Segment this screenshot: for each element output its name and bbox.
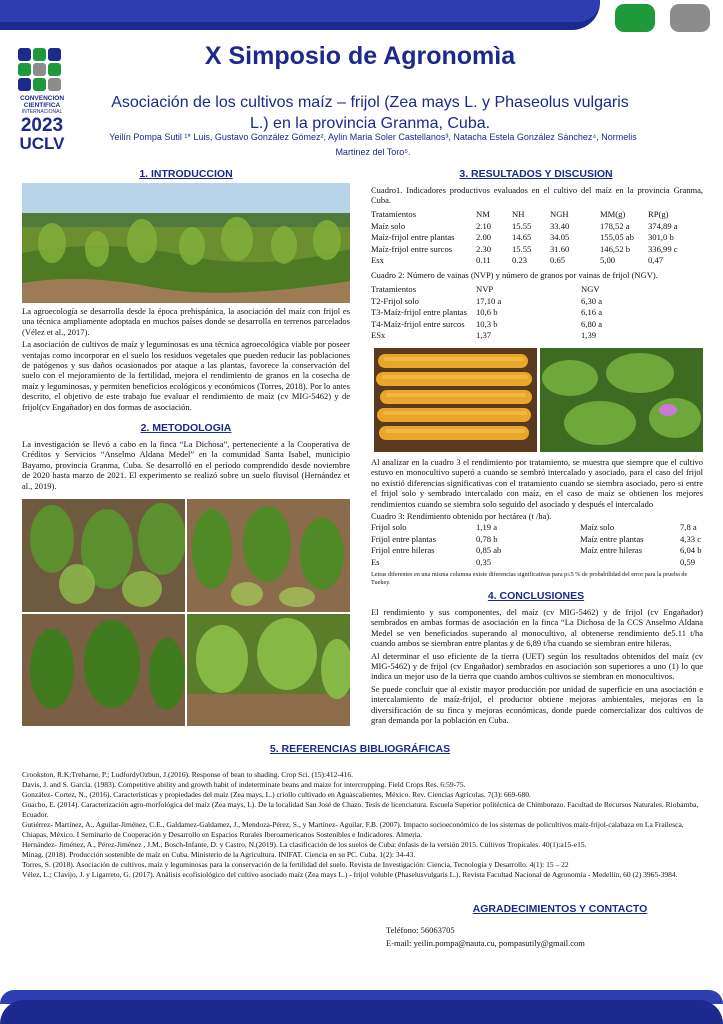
table-row: Esx 0.11 0.23 0.65 5,00 0,47: [371, 255, 664, 265]
method-heading: 2. METODOLOGIA: [140, 422, 232, 434]
list-item: Vélez, L.; Clavijo, J. y Ligarreto, G. (2017). Análisis ecofisiológico del cultivo asociado maíz (Zea mays L.) - frijol voluble (Phaselusvulgaris L.). Revista Facultad Nacional de Agronomía - Medellín, 60 (2) 3965-3984.: [22, 870, 678, 879]
list-item: Minag. (2018). Producción sostenible de maíz en Cuba. Ministerio de la Agricultura. INIFAT. Ciencia en su PC. Cuba. 1(2): 34-43.: [22, 850, 416, 859]
list-item: Hernández- Jiménez, A., Pérez-Jiménez , J.M., Bosch-Infante, D. y Castro, N.(2019). La clasificación de los suelos de Cuba: énfasis de la versión 2015. Cultivos Tropicales. 40(1):a15-e15.: [22, 840, 587, 849]
logo-org: UCLV: [19, 134, 65, 153]
list-item: Guacho, E. (2014). Caracterización agro-morfológica del maíz (Zea mays, L). De la localidad San José de Chazo. Tesis de licenciatura. Escuela Superior politécnica de Chimborazo. Facultad de Recursos Naturales. Riobamba, Ecuador.: [22, 800, 699, 819]
table3: [369, 522, 703, 568]
table-row: T2-Frijol solo 17,10 a 6,30 a: [371, 295, 603, 306]
table-header-row: Tratamientos NVP NGV: [371, 284, 600, 294]
corner-green-square: [615, 4, 655, 32]
poster-title: X Simposio de Agronomìa: [204, 42, 516, 70]
conclusions-paragraph-3: Se puede concluir que al existir mayor producción por unidad de superficie en una asociación e intercalamiento de maíz-frijol, el productor obtiene mejoras ambientales, mejoras en la diversificación de su finca y mejoras económicas, donde puede comercializar dos cultivos de gran demanda por la población en Cuba.: [371, 683, 703, 726]
table-row: Frijol entre hileras 0,85 ab Maíz entre hileras 6,04 b: [371, 545, 702, 555]
method-text: [22, 439, 350, 493]
table-row: Maíz solo 2.10 15.55 33.40 178,52 a 374,89 a: [371, 220, 678, 231]
contact-heading: AGRADECIMIENTOS Y CONTACTO: [472, 903, 648, 915]
table1-caption: Cuadro1. Indicadores productivos evaluados en el cultivo del maíz en la provincia Granma, Cuba.: [371, 185, 703, 206]
table2: [369, 284, 604, 342]
list-item: Torres, S. (2018). Asociación de cultivos, maíz y leguminosas para la conservación de la fertilidad del suelo. Revista de Investigación: Ciencia, Tecnología y Desarrollo. 4(1): 15 – 22: [22, 860, 569, 869]
logo-year: 2023: [20, 115, 64, 136]
corn-ears-photo: [374, 348, 537, 452]
contact-phone: Teléfono: 56063705: [386, 925, 455, 935]
field-photo-intro: [22, 183, 350, 303]
bean-plant-photo: [540, 348, 703, 452]
conclusions-text: [371, 607, 703, 727]
list-item: Gutiérrez- Martínez, A., Aguilar-Jiménez, C.E., Galdamez-Galdamez, J., Mendoza-Pérez, S., y Martínez- Aguilar, F.B. (2007). Impacto socioeconómico de los sistemas de policultivos maíz-frijol-calabaza en La Frailesca, Chiapas, México. I Seminario de Cooperación y Desarrollo en Espacios Rurales Iberoamericanos Sostenibles e Indicadores. Almeria.: [22, 820, 684, 839]
logo-line1: CONVENCION: [19, 95, 65, 102]
field-photo-3: [22, 614, 185, 726]
intro-text: [22, 306, 350, 414]
table2-caption: Cuadro 2: Número de vainas (NVP) y número de granos por vainas de frijol (NGV).: [371, 270, 658, 280]
table-row: Frijol solo 1,19 a Maíz solo 7,8 a: [371, 522, 697, 532]
intro-heading: 1. INTRODUCCION: [139, 168, 233, 180]
poster-subtitle: Asociación de los cultivos maíz – frijol (Zea mays L. y Phaseolus vulgaris L.) en la provincia Granma, Cuba.: [111, 94, 629, 132]
field-photo-4: [187, 614, 350, 726]
list-item: Davis, J. and S. García. (1983). Competitive ability and growth habit of indeterminate beans and maize for intercropping. Field Crops Res. 6:59-75.: [22, 780, 466, 789]
table-row: T4-Maíz-frijol entre surcos 10,3 b 6,80 a: [371, 318, 603, 329]
method-paragraph-1: La investigación se llevó a cabo en la finca “La Dichosa”, perteneciente a la Cooperativa de Créditos y Servicios “Anselmo Aldana Medel” en la comunidad Santa Isabel, municipio Bayamo, provincia Granma, Cuba. Se desarrolló en el período comprendido desde noviembre de 2020 hasta marzo de 2021. El experimento se realizó sobre un suelo fluvisol (Hernández et al., 2019).: [22, 439, 350, 491]
conclusions-heading: 4. CONCLUSIONES: [487, 590, 585, 602]
logo-line3: INTERNACIONAL: [21, 109, 63, 115]
list-item: González- Cortez, N., (2016). Características y propiedades del maíz (Zea mays, L.) criollo cultivado en Aguascalientes, México. Rev. Ciencias Agrícolas. 7(3): 669-680.: [22, 790, 531, 799]
results-text: Al analizar en la cuadro 3 el rendimiento por tratamiento, se muestra que siempre que el cultivo estuvo en monocultivo superó a cuando se sembró intercalado y asociado, para el caso del frijol no existió diferencias significativas con el tratamiento cuando se siembra asociado, pero si entre el frijol solo y sembrado intercalado con maíz, en el caso de maíz se obtienen los mejores rendimientos cuando se siembra solo seguido del asociado y después el intercalado: [371, 457, 703, 509]
table3-note: Letras diferentes en una misma columna existe diferencias significativas para p≤5 % de probabilidad del error para la prueba de Tuekey.: [371, 571, 688, 586]
table-row: ESx 1,37 1,39: [371, 330, 597, 340]
conclusions-paragraph-2: Al determinar el uso eficiente de la tierra (UET) según los resultados obtenidos del maíz (cv MIG-5462) y de frijol (cv Engañador) sembrados en asociación son superiores a uno (1) lo que indica un mejor uso de la tierra que cuando ambos cultivos se siembran en monocultivos.: [371, 650, 703, 682]
top-banner-accent: [0, 0, 600, 22]
table-header-row: Tratamientos NM NH NGH MM(g) RP(g): [371, 209, 669, 219]
table-row: Frijol entre plantas 0,78 b Maíz entre plantas 4,33 c: [371, 533, 702, 544]
bottom-banner: [0, 1000, 723, 1024]
list-item: Crookston, R.K;Treharne, P.; LudfordyOzbun, J.(2016). Response of bean to shading. Crop Sci. (15):412-416.: [22, 770, 353, 779]
references-heading: 5. REFERENCIAS BIBLIOGRÁFICAS: [269, 743, 451, 755]
convention-logo-icon: [18, 48, 64, 92]
results-heading: 3. RESULTADOS Y DISCUSION: [459, 168, 613, 180]
field-photo-2: [187, 499, 350, 612]
contact-email[interactable]: E-mail: yeilin.pompa@nauta.cu, pompasutily@gmail.com: [386, 938, 585, 948]
intro-paragraph-2: La asociación de cultivos de maíz y leguminosas es una técnica agroecológica viable por poseer ventajas como incorporar en el suelo los residuos vegetales que pueden reducir las poblaciones de patógenos y sus daños ocasionados por ataque a las plantas, favorece la conservación del suelo con el mejoramiento de la fertilidad, mejora el rendimiento de granos en la cosecha de maíz y leguminosas, y permiten beneficios ecológicos y económicos (Torres, 2018). Por lo antes descrito, el objetivo de este trabajo fue evaluar el rendimiento de maíz (cv MIG-5462) y de frijol(cv Engañador) en dos formas de asociación.: [22, 339, 350, 412]
intro-paragraph-1: La agroecología se desarrolla desde la época prehispánica, la asociación del maíz con frijol es una técnica ampliamente adoptada en muchos países donde se desarrolla en terrenos parcelados (Vélez et al., 2017).: [22, 306, 350, 337]
logo-line2: CIENTIFICA: [23, 102, 61, 109]
conclusions-paragraph-1: El rendimiento y sus componentes, del maíz (cv MIG-5462) y de frijol (cv Engañador) sembrados en ambas formas de asociación en la finca “La Dichosa de la CCS Anselmo Aldana Medel se ven beneficiados superando al monocultivo, al obtenerse rendimiento de5.11 t/ha cuando ambos se siembran entre plantas y de 6,89 t/ha cuando se siembran entre hileras.: [371, 607, 703, 649]
table-row: T3-Maíz-frijol entre plantas 10,6 b 6,16 a: [371, 307, 603, 317]
field-photo-1: [22, 499, 185, 612]
table-row: Maíz-frijol entre plantas 2.00 14.65 34.05 155,05 ab 301,0 b: [371, 232, 674, 242]
corner-gray-square: [670, 4, 710, 32]
table1: [369, 209, 680, 267]
table-row: Es 0,35 0,59: [371, 556, 696, 567]
reference-list: [22, 770, 702, 880]
table-row: Maíz-frijol entre surcos 2.30 15.55 31.60 146,52 b 336,99 c: [371, 243, 678, 254]
table3-caption: Cuadro 3: Rendimiento obtenido por hectárea (t /ha).: [371, 511, 552, 521]
author-list: Yeilín Pompa Sutil ¹* Luis, Gustavo González Gómez², Aylin Maria Soler Castellanos³, Natacha Estela González Sánchez⁴, Normelis Martinez del Toro⁵.: [109, 132, 637, 157]
